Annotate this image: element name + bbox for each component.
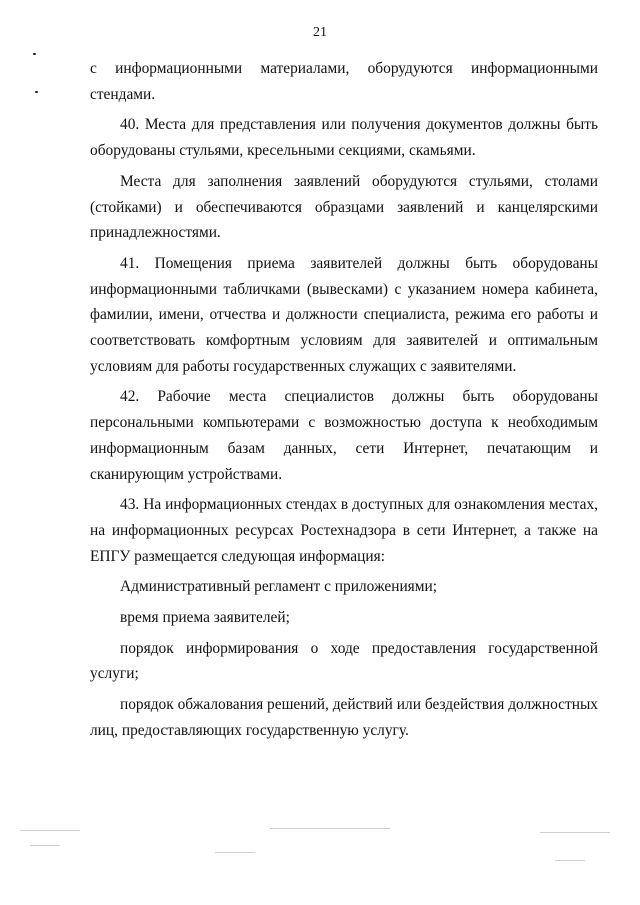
- paragraph-item-41: 41. Помещения приема заявителей должны быть оборудованы информационными табличками (вывесками) с указанием номера кабинета, фамилии, имени, отчества и должности специалиста, режима его работы и соответствовать комфортным условиям для заявителей и оптимальным условиям для работы государственных служащих с заявителями.: [90, 254, 598, 375]
- scan-noise: [20, 830, 80, 831]
- paragraph-item-43: 43. На информационных стендах в доступных для ознакомления местах, на информационных ресурсах Ростехнадзора в сети Интернет, а также на ЕПГУ размещается следующая информация:: [90, 496, 598, 565]
- scan-speck: [33, 53, 36, 55]
- scan-speck: [35, 91, 38, 93]
- scan-noise: [30, 845, 60, 846]
- scan-noise: [555, 860, 585, 861]
- paragraph-item-40: 40. Места для представления или получения документов должны быть оборудованы стульями, кресельными секциями, скамьями.: [90, 116, 598, 160]
- list-item: время приема заявителей;: [120, 609, 290, 627]
- paragraph-item-42: 42. Рабочие места специалистов должны быть оборудованы персональными компьютерами с возможностью доступа к необходимым информационным базам данных, сети Интернет, печатающим и сканирующим устройствами.: [90, 388, 598, 483]
- list-item: порядок обжалования решений, действий или бездействия должностных лиц, предоставляющих государственную услугу.: [90, 696, 598, 739]
- document-body: [90, 56, 598, 744]
- scan-noise: [540, 832, 610, 833]
- list-item: Административный регламент с приложениями;: [120, 578, 438, 596]
- page-number: 21: [313, 25, 327, 40]
- list-item: порядок информирования о ходе предоставления государственной услуги;: [90, 639, 598, 683]
- scan-noise: [215, 852, 255, 853]
- scan-noise: [270, 828, 390, 829]
- paragraph: с информационными материалами, оборудуются информационными стендами.: [90, 60, 598, 103]
- paragraph: Места для заполнения заявлений оборудуются стульями, столами (стойками) и обеспечиваются образцами заявлений и канцелярскими принадлежностями.: [90, 172, 598, 242]
